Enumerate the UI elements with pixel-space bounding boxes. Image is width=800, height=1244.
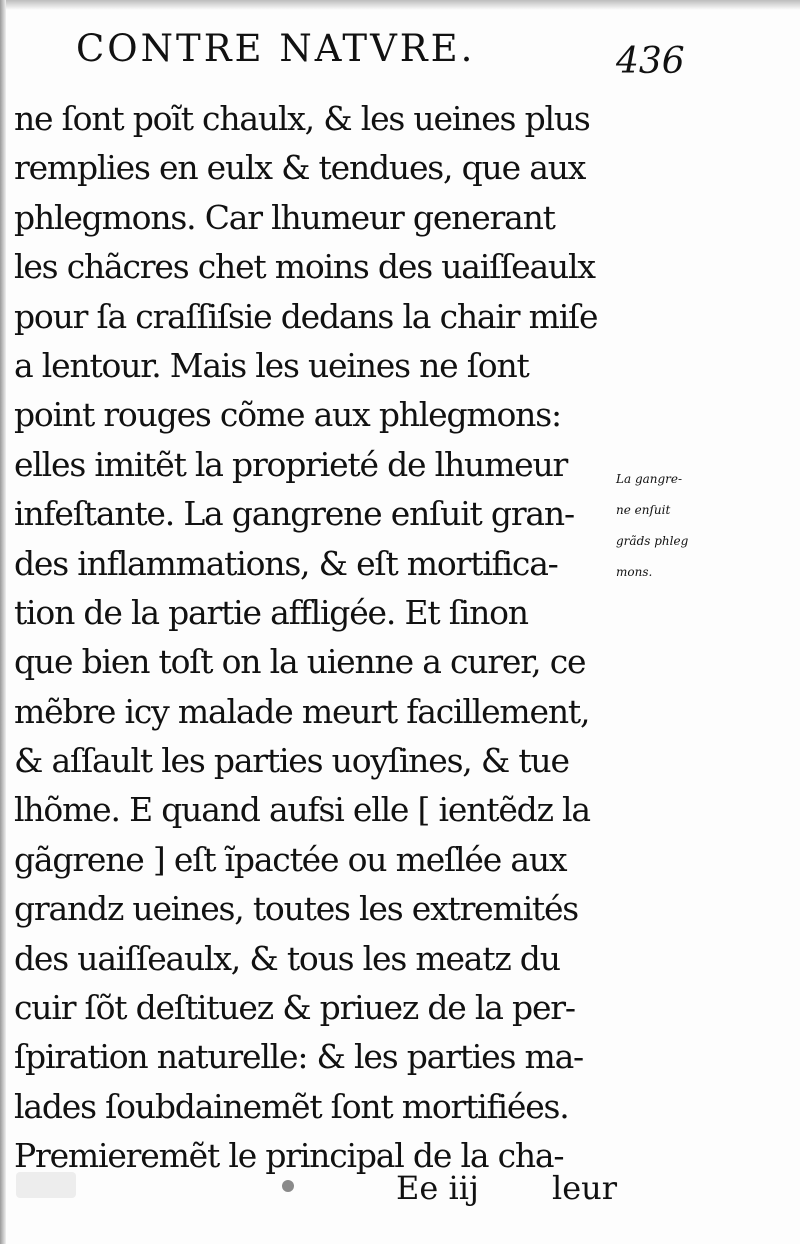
page-top-edge bbox=[0, 0, 800, 10]
text-line: elles imitẽt la proprieté de lhumeur bbox=[14, 444, 568, 484]
running-head: CONTRE NATVRE. bbox=[76, 27, 476, 70]
text-line: infeſtante. La gangrene enſuit gran- bbox=[14, 494, 574, 534]
signature-mark: Ee iij bbox=[396, 1169, 479, 1207]
marginal-note-line: La gangre- bbox=[616, 472, 683, 486]
text-line: phlegmons. Car lhumeur generant bbox=[14, 197, 555, 237]
marginal-note-line: ne enſuit bbox=[616, 503, 671, 517]
text-line: ne ſont poĩt chaulx, & les ueines plus bbox=[14, 99, 590, 138]
text-line: mẽbre icy malade meurt facillement, bbox=[14, 691, 590, 731]
marginal-note-line: mons. bbox=[616, 565, 653, 579]
page-gutter-edge bbox=[0, 0, 6, 1244]
marginal-note bbox=[616, 464, 796, 588]
text-line: ſpiration naturelle: & les parties ma- bbox=[14, 1037, 583, 1077]
text-line: a lentour. Mais les ueines ne ſont bbox=[14, 345, 529, 385]
body-text-block bbox=[14, 94, 614, 1181]
page-number: 436 bbox=[616, 41, 685, 82]
text-line: gãgrene ] eſt ĩpactée ou meſlée aux bbox=[14, 839, 567, 879]
text-line: grandz ueines, toutes les extremités bbox=[14, 889, 579, 929]
marginal-note-line: grãds phleg bbox=[616, 534, 689, 548]
text-line: que bien toſt on la uienne a curer, ce bbox=[14, 642, 586, 682]
catchword: leur bbox=[552, 1169, 618, 1207]
text-line: tion de la partie affligée. Et ſinon bbox=[14, 592, 528, 632]
text-line: point rouges cõme aux phlegmons: bbox=[14, 395, 561, 435]
text-line: cuir ſõt deſtituez & priuez de la per- bbox=[14, 988, 575, 1028]
text-line: remplies en eulx & tendues, que aux bbox=[14, 148, 586, 188]
text-line: pour ſa craſſiſsie dedans la chair miſe bbox=[14, 296, 598, 336]
text-line: & aſſault les parties uoyſines, & tue bbox=[14, 741, 569, 781]
text-line: lhõme. E quand aufsi elle [ ientẽdz la bbox=[14, 790, 590, 830]
text-line: Premieremẽt le principal de la cha- bbox=[14, 1136, 564, 1176]
text-line: des inflammations, & eſt mortifica- bbox=[14, 543, 558, 583]
text-line: des uaiſſeaulx, & tous les meatz du bbox=[14, 938, 560, 978]
text-line: lades ſoubdainemẽt ſont mortifiées. bbox=[14, 1086, 569, 1126]
text-line: les chãcres chet moins des uaiſſeaulx bbox=[14, 247, 595, 287]
page-foot bbox=[14, 1168, 618, 1208]
